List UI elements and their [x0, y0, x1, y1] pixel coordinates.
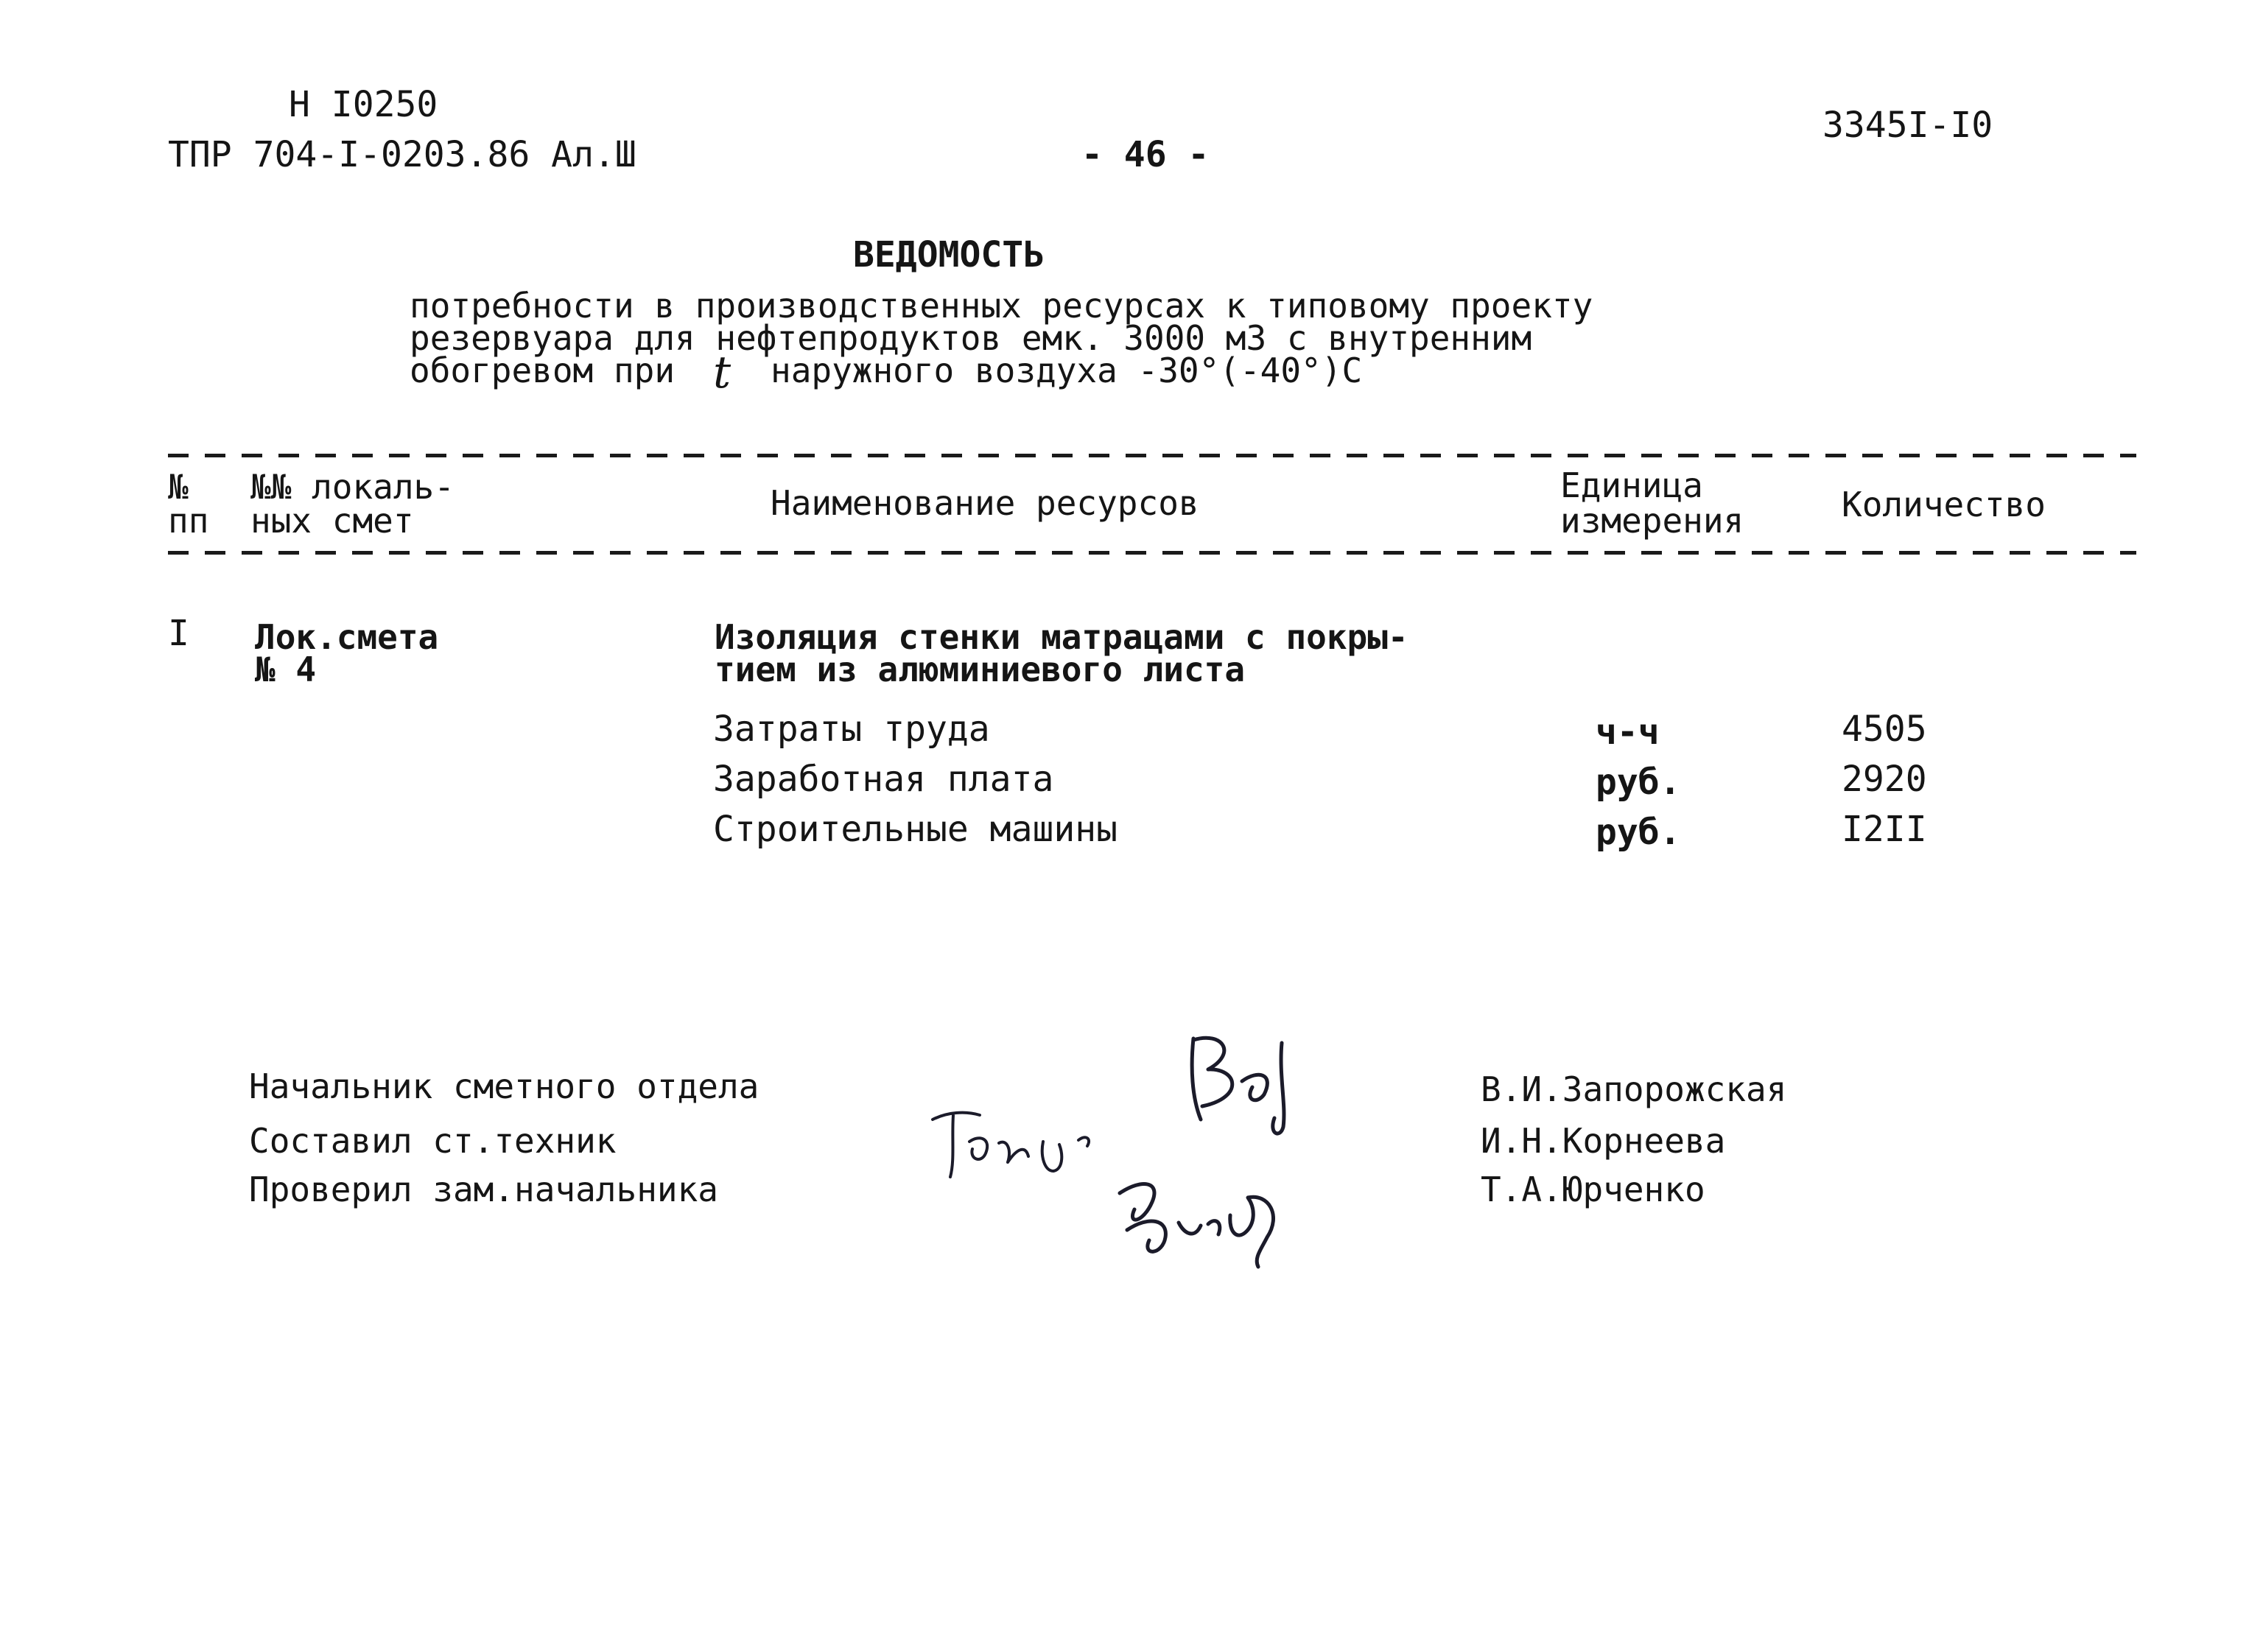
- signatory-name: Т.А.Юрченко: [1481, 1170, 1705, 1209]
- signatory-name: И.Н.Корнеева: [1481, 1121, 1726, 1161]
- row-title-line-1: Изоляция стенки матрацами с покры-: [715, 617, 1408, 657]
- title-line-3a: обогревом при: [410, 351, 676, 390]
- header-quantity: Количество: [1842, 485, 2046, 524]
- archive-number: 3345I-I0: [1822, 105, 1993, 146]
- resource-quantity: 4505: [1842, 709, 1927, 750]
- page-number: - 46 -: [1081, 134, 1210, 175]
- title-line-2: резервуара для нефтепродуктов емк. 3000 м3 с внутренним: [410, 318, 1532, 358]
- doc-code: Н I0250: [289, 84, 438, 125]
- project-reference: ТПР 704-I-0203.86 Ал.Ш: [168, 134, 636, 175]
- handwritten-t-symbol: t: [713, 347, 731, 398]
- resource-name: Заработная плата: [713, 759, 1054, 800]
- table-header-rule: [168, 551, 2136, 555]
- signatory-role: Составил ст.техник: [249, 1121, 617, 1161]
- header-unit-line-2: измерения: [1560, 501, 1744, 541]
- signatory-name: В.И.Запорожская: [1481, 1069, 1787, 1109]
- row-estimate-line-2: № 4: [255, 650, 317, 689]
- row-estimate-line-1: Лок.смета: [255, 617, 439, 657]
- row-title-line-2: тием из алюминиевого листа: [715, 650, 1246, 689]
- header-resource-name: Наименование ресурсов: [771, 483, 1199, 523]
- row-number: I: [168, 613, 189, 654]
- signatory-role: Проверил зам.начальника: [249, 1170, 718, 1209]
- signature-checker: [1098, 1164, 1319, 1274]
- signature-head-of-department: [1171, 1024, 1319, 1142]
- header-num-line-2: пп: [168, 501, 209, 541]
- header-num-line-1: №: [168, 467, 189, 507]
- header-estimates-line-1: №№ локаль-: [250, 467, 455, 507]
- table-top-rule: [168, 454, 2136, 457]
- title-line-3b: наружного воздуха -30°(-40°)С: [771, 351, 1363, 390]
- resource-quantity: 2920: [1842, 759, 1927, 800]
- resource-unit: руб.: [1596, 812, 1681, 853]
- resource-quantity: I2II: [1842, 809, 1927, 850]
- signatory-role: Начальник сметного отдела: [249, 1066, 759, 1106]
- resource-unit: ч-ч: [1596, 711, 1660, 753]
- resource-unit: руб.: [1596, 762, 1681, 803]
- header-unit-line-1: Единица: [1560, 465, 1703, 505]
- resource-name: Строительные машины: [713, 809, 1118, 850]
- header-estimates-line-2: ных смет: [250, 501, 414, 541]
- title-line-1: потребности в производственных ресурсах к типовому проекту: [410, 286, 1593, 326]
- resource-name: Затраты труда: [713, 709, 990, 750]
- document-heading: ВЕДОМОСТЬ: [853, 234, 1045, 275]
